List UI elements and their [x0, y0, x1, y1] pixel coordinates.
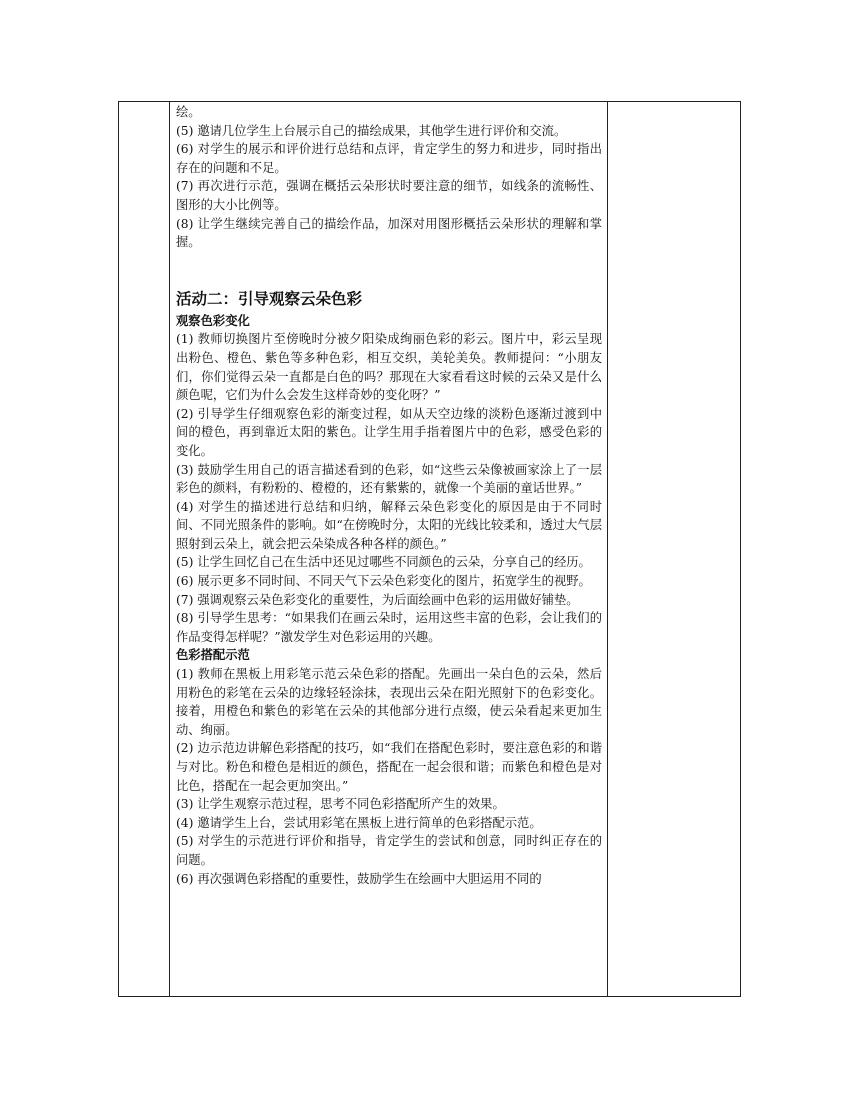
teaching-process-cell	[176, 103, 602, 888]
step-line: (7) 强调观察云朵色彩变化的重要性，为后面绘画中色彩的运用做好铺垫。	[176, 592, 579, 607]
subsection-title-color-change: 观察色彩变化	[176, 313, 250, 328]
step-line: (6) 再次强调色彩搭配的重要性，鼓励学生在绘画中大胆运用不同的	[176, 871, 542, 886]
step-line: (2) 边示范边讲解色彩搭配的技巧，如“我们在搭配色彩时，要注意色彩的和谐与对比。粉色和橙色是相近的颜色，搭配在一起会很和谐；而紫色和橙色是对比色，搭配在一起会更加突出。”	[176, 741, 602, 793]
step-line: (3) 鼓励学生用自己的语言描述看到的色彩，如“这些云朵像被画家涂上了一层彩色的颜料，有粉粉的、橙橙的，还有紫紫的，就像一个美丽的童话世界。”	[176, 462, 602, 496]
step-line: (5) 让学生回忆自己在生活中还见过哪些不同颜色的云朵，分享自己的经历。	[176, 555, 591, 570]
section1-steps	[176, 103, 602, 252]
subsection-title-color-matching: 色彩搭配示范	[176, 648, 250, 663]
step-line: (3) 让学生观察示范过程，思考不同色彩搭配所产生的效果。	[176, 797, 505, 812]
step-line: (8) 让学生继续完善自己的描绘作品，加深对用图形概括云朵形状的理解和掌握。	[176, 216, 602, 250]
step-line: (6) 展示更多不同时间、不同天气下云朵色彩变化的图片，拓宽学生的视野。	[176, 574, 591, 589]
step-line: 绘。	[176, 105, 201, 119]
column-divider-right	[607, 102, 608, 996]
step-line: (8) 引导学生思考：“如果我们在画云朵时，运用这些丰富的色彩，会让我们的作品变得怎样呢？”激发学生对色彩运用的兴趣。	[176, 611, 602, 644]
step-line: (2) 引导学生仔细观察色彩的渐变过程，如从天空边缘的淡粉色逐渐过渡到中间的橙色，再到靠近太阳的紫色。让学生用手指着图片中的色彩，感受色彩的变化。	[176, 406, 602, 458]
step-line: (6) 对学生的展示和评价进行总结和点评，肯定学生的努力和进步，同时指出存在的问题和不足。	[176, 142, 602, 175]
step-line: (5) 对学生的示范进行评价和指导，肯定学生的尝试和创意，同时纠正存在的问题。	[176, 834, 602, 867]
step-line: (4) 邀请学生上台，尝试用彩笔在黑板上进行简单的色彩搭配示范。	[176, 815, 542, 830]
activity-title: 活动二：引导观察云朵色彩	[176, 289, 363, 308]
step-line: (5) 邀请几位学生上台展示自己的描绘成果，其他学生进行评价和交流。	[176, 123, 567, 138]
step-line: (7) 再次进行示范，强调在概括云朵形状时要注意的细节，如线条的流畅性、图形的大小比例等。	[176, 179, 602, 212]
section-gap	[176, 252, 602, 286]
step-line: (1) 教师在黑板上用彩笔示范云朵色彩的搭配。先画出一朵白色的云朵，然后用粉色的彩笔在云朵的边缘轻轻涂抹，表现出云朵在阳光照射下的色彩变化。接着，用橙色和紫色的彩笔在云朵的其他部分进行点缀，使云朵看起来更加生动、绚丽。	[176, 667, 602, 737]
column-divider-left	[169, 102, 170, 996]
step-line: (4) 对学生的描述进行总结和归纳，解释云朵色彩变化的原因是由于不同时间、不同光照条件的影响。如“在傍晚时分，太阳的光线比较柔和，透过大气层照射到云朵上，就会把云朵染成各种各样的颜色。”	[176, 499, 602, 551]
step-line: (1) 教师切换图片至傍晚时分被夕阳染成绚丽色彩的彩云。图片中，彩云呈现出粉色、橙色、紫色等多种色彩，相互交织，美轮美奂。教师提问：“小朋友们，你们觉得云朵一直都是白色的吗？那现在大家看看这时候的云朵又是什么颜色呢，它们为什么会发生这样奇妙的变化呀？”	[176, 332, 602, 403]
